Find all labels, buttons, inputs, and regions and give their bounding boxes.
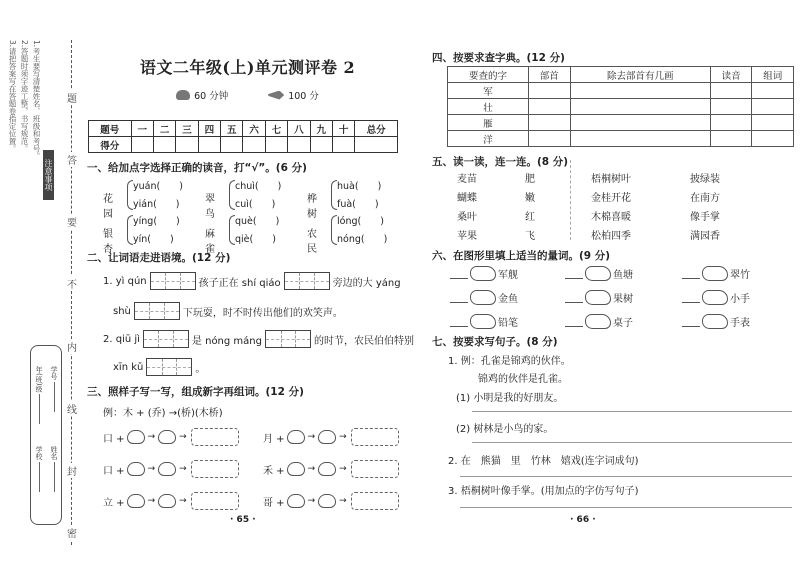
arrow-icon: → <box>179 496 187 506</box>
radical: 立 + <box>103 497 125 509</box>
section-6-title: 六、在图形里填上适当的量词。(9 分) <box>432 250 611 262</box>
section-3-example: 例：木 + (乔) →(桥)(木桥) <box>103 408 223 419</box>
answer-cell[interactable] <box>752 131 794 147</box>
school-field[interactable]: 学校 <box>34 446 44 492</box>
match-item[interactable]: 红 <box>525 212 535 223</box>
score-cell[interactable] <box>265 137 287 153</box>
section-4-title: 四、按要求查字典。(12 分) <box>432 52 565 64</box>
char-input-blob[interactable] <box>318 430 336 444</box>
char-input-blob[interactable] <box>158 462 176 476</box>
arrow-icon: → <box>147 432 156 442</box>
answer-line[interactable] <box>682 317 700 327</box>
measure-word-item <box>682 314 750 329</box>
score-row-label: 得分 <box>89 137 132 153</box>
page-number: · 65 · <box>230 515 256 525</box>
writing-grid[interactable] <box>150 272 196 290</box>
answer-cell[interactable] <box>570 115 710 131</box>
cloud-input[interactable] <box>702 314 728 329</box>
seal-char: 不 <box>67 276 77 291</box>
score-cell[interactable] <box>153 137 175 153</box>
notes-heading: 注意事项 <box>43 150 54 200</box>
measure-word-item <box>682 266 750 281</box>
note-line: 3.请把答案写在答题卷指定位置。 <box>8 40 17 153</box>
pinyin-option[interactable]: fuà( ) <box>337 199 379 210</box>
question-number: 五 <box>221 121 243 137</box>
question-number: 七 <box>265 121 287 137</box>
char-input-blob[interactable] <box>158 494 176 508</box>
score-cell[interactable] <box>131 137 153 153</box>
char-combo-item <box>103 492 239 510</box>
section-7-title: 七、按要求写句子。(8 分) <box>432 336 558 348</box>
answer-line[interactable] <box>450 317 468 327</box>
arrow-icon: → <box>307 464 316 474</box>
page-number: · 66 · <box>570 515 596 525</box>
seal-char: 密 <box>67 525 77 540</box>
question-number: 六 <box>243 121 265 137</box>
word-input-box[interactable] <box>191 492 239 510</box>
match-item[interactable]: 麦苗 <box>457 174 477 185</box>
pinyin-option[interactable]: qiè( ) <box>235 234 276 245</box>
context-line-4: xīn kǔ 。 <box>113 358 205 376</box>
pinyin-option[interactable]: què( ) <box>235 216 280 227</box>
match-item[interactable]: 木棉喜暖 <box>591 212 631 223</box>
question-number: 八 <box>288 121 310 137</box>
arrow-icon: → <box>147 496 156 506</box>
word-input-box[interactable] <box>351 428 399 446</box>
match-item[interactable]: 苹果 <box>457 231 477 242</box>
char-input-blob[interactable] <box>287 430 305 444</box>
pinyin-word: 桦树 <box>307 194 317 220</box>
sentence-example-answer: 锦鸡的伙伴是孔雀。 <box>478 374 568 385</box>
note-line: 2.答题时须字迹工整，书写规范。 <box>20 40 29 153</box>
char-combo-item <box>263 460 399 478</box>
radical: 禾 + <box>263 465 285 477</box>
question-number: 九 <box>310 121 332 137</box>
match-item[interactable]: 嫩 <box>525 193 535 204</box>
answer-cell[interactable] <box>752 99 794 115</box>
sentence-q4: 3. 梧桐树叶像手掌。(用加点的字仿写句子) <box>448 486 639 497</box>
noun-label: 小手 <box>730 294 750 305</box>
noun-label: 果树 <box>613 294 633 305</box>
lookup-char: 洋 <box>448 131 529 147</box>
pinyin-option[interactable]: lóng( ) <box>337 216 384 227</box>
section-3-title: 三、照样子写一写，组成新字再组词。(12 分) <box>87 386 304 398</box>
noun-label: 桌子 <box>613 318 633 329</box>
cloud-input[interactable] <box>585 266 611 281</box>
char-input-blob[interactable] <box>127 430 145 444</box>
pinyin-option[interactable]: yín( ) <box>133 234 174 245</box>
student-info-box <box>30 345 62 525</box>
answer-line[interactable] <box>565 317 583 327</box>
cloud-input[interactable] <box>470 290 496 305</box>
cloud-input[interactable] <box>470 266 496 281</box>
note-line: 1.考生要写清楚姓名、班级和考号。 <box>32 40 41 160</box>
dictionary-table <box>447 66 794 147</box>
pinyin-word: 麻雀 <box>205 229 215 255</box>
answer-line[interactable] <box>472 411 792 412</box>
question-number: 三 <box>176 121 198 137</box>
column-divider <box>570 160 571 240</box>
measure-word-item <box>450 266 518 281</box>
measure-word-item <box>450 314 518 329</box>
arrow-icon: → <box>339 464 347 474</box>
score-cell[interactable] <box>221 137 243 153</box>
radical: 口 + <box>103 433 125 445</box>
radical: 月 + <box>263 433 285 445</box>
answer-line[interactable] <box>682 269 700 279</box>
class-field[interactable]: 年(班)级 <box>34 366 44 424</box>
char-combo-item <box>263 492 399 510</box>
cloud-input[interactable] <box>585 290 611 305</box>
arrow-icon: → <box>179 432 187 442</box>
arrow-icon: → <box>147 464 156 474</box>
pinyin-option[interactable]: chuì( ) <box>235 181 282 192</box>
arrow-icon: → <box>307 432 316 442</box>
score-table <box>88 120 398 153</box>
match-item[interactable]: 飞 <box>525 231 535 242</box>
answer-line[interactable] <box>450 269 468 279</box>
answer-line[interactable] <box>460 507 792 508</box>
measure-word-item <box>450 290 518 305</box>
cloud-input[interactable] <box>470 314 496 329</box>
seal-char: 封 <box>67 463 77 478</box>
char-input-blob[interactable] <box>318 462 336 476</box>
char-input-blob[interactable] <box>158 430 176 444</box>
question-number: 一 <box>131 121 153 137</box>
char-input-blob[interactable] <box>127 462 145 476</box>
noun-label: 军舰 <box>498 270 518 281</box>
arrow-icon: → <box>339 432 347 442</box>
match-item[interactable]: 桑叶 <box>457 212 477 223</box>
pinyin-option[interactable]: yíng( ) <box>133 216 180 227</box>
noun-label: 翠竹 <box>730 270 750 281</box>
answer-cell[interactable] <box>752 115 794 131</box>
pen-icon <box>268 91 284 100</box>
pinyin-word: 花园 <box>103 194 113 220</box>
seal-line-text <box>65 90 79 540</box>
noun-label: 金鱼 <box>498 294 518 305</box>
table-row <box>448 115 794 131</box>
writing-grid[interactable] <box>134 302 180 320</box>
answer-line[interactable] <box>565 293 583 303</box>
answer-cell[interactable] <box>529 131 571 147</box>
pinyin-word: 银杏 <box>103 229 113 255</box>
answer-cell[interactable] <box>529 99 571 115</box>
dict-header: 组词 <box>752 67 794 83</box>
lookup-char: 雁 <box>448 115 529 131</box>
sentence-q2: (2) 树林是小鸟的家。 <box>456 424 554 435</box>
student-id-field[interactable]: 学号 <box>49 366 59 412</box>
table-row <box>448 131 794 147</box>
exam-notes <box>4 40 54 210</box>
question-number: 四 <box>198 121 220 137</box>
clock-icon <box>176 90 190 100</box>
dict-header: 除去部首有几画 <box>570 67 710 83</box>
table-row <box>448 99 794 115</box>
binding-strip <box>0 0 80 588</box>
score-cell[interactable] <box>355 137 398 153</box>
match-item[interactable]: 梧桐树叶 <box>591 174 631 185</box>
answer-line[interactable] <box>472 442 792 443</box>
pinyin-word: 农民 <box>307 229 317 255</box>
pinyin-option[interactable]: huà( ) <box>337 181 382 192</box>
answer-cell[interactable] <box>529 83 571 99</box>
match-column-2 <box>525 170 535 246</box>
question-number: 十 <box>332 121 354 137</box>
arrow-icon: → <box>339 496 347 506</box>
exam-meta <box>85 88 410 102</box>
match-item[interactable]: 披绿装 <box>690 174 720 185</box>
answer-line[interactable] <box>682 293 700 303</box>
answer-cell[interactable] <box>570 131 710 147</box>
match-column-3 <box>591 170 631 246</box>
noun-label: 铅笔 <box>498 318 518 329</box>
seal-char: 题 <box>67 90 77 105</box>
time-limit: 60 分钟 <box>194 91 229 102</box>
writing-grid[interactable] <box>284 272 330 290</box>
pinyin-option[interactable]: cuì( ) <box>235 199 276 210</box>
sentence-example: 1. 例：孔雀是锦鸡的伙伴。 <box>448 356 571 367</box>
question-number: 总分 <box>355 121 398 137</box>
char-input-blob[interactable] <box>318 494 336 508</box>
dict-header: 要查的字 <box>448 67 529 83</box>
pinyin-option[interactable]: yián( ) <box>133 199 180 210</box>
seal-char: 内 <box>67 339 77 354</box>
section-5-title: 五、读一读，连一连。(8 分) <box>432 156 569 168</box>
measure-word-item <box>565 266 633 281</box>
match-item[interactable]: 在南方 <box>690 193 720 204</box>
match-item[interactable]: 松柏四季 <box>591 231 631 242</box>
right-page <box>420 0 800 588</box>
left-page <box>85 0 414 588</box>
section-1-title: 一、给加点字选择正确的读音，打“√”。(6 分) <box>87 162 307 174</box>
measure-word-item <box>565 314 633 329</box>
char-input-blob[interactable] <box>287 462 305 476</box>
radical: 口 + <box>103 465 125 477</box>
sentence-q1: (1) 小明是我的好朋友。 <box>456 393 564 404</box>
match-column-4 <box>690 170 720 246</box>
match-item[interactable]: 肥 <box>525 174 535 185</box>
score-cell[interactable] <box>243 137 265 153</box>
total-score: 100 分 <box>288 91 319 102</box>
char-combo-item <box>263 428 399 446</box>
answer-cell[interactable] <box>710 99 752 115</box>
word-input-box[interactable] <box>191 460 239 478</box>
seal-char: 线 <box>67 401 77 416</box>
seal-char: 要 <box>67 214 77 229</box>
measure-word-item <box>565 290 633 305</box>
seal-char: 答 <box>67 152 77 167</box>
score-cell[interactable] <box>198 137 220 153</box>
match-item[interactable]: 金桂开花 <box>591 193 631 204</box>
dict-header: 读音 <box>710 67 752 83</box>
dict-header: 部首 <box>529 67 571 83</box>
question-number: 二 <box>153 121 175 137</box>
section-2-title: 二、让词语走进语境。(12 分) <box>87 252 231 264</box>
lookup-char: 壮 <box>448 99 529 115</box>
score-cell[interactable] <box>176 137 198 153</box>
lookup-char: 军 <box>448 83 529 99</box>
word-input-box[interactable] <box>351 460 399 478</box>
match-item[interactable]: 像手掌 <box>690 212 720 223</box>
pinyin-word: 翠鸟 <box>205 194 215 220</box>
context-line-2: shù 下玩耍，时不时传出他们的欢笑声。 <box>113 302 343 320</box>
char-combo-item <box>103 428 239 446</box>
noun-label: 手表 <box>730 318 750 329</box>
writing-grid[interactable] <box>146 358 192 376</box>
name-field[interactable]: 姓名 <box>49 446 59 492</box>
char-input-blob[interactable] <box>127 494 145 508</box>
table-row <box>448 83 794 99</box>
answer-cell[interactable] <box>710 115 752 131</box>
measure-word-item <box>682 290 750 305</box>
arrow-icon: → <box>179 464 187 474</box>
page-title: 语文二年级(上)单元测评卷 2 <box>139 58 356 77</box>
noun-label: 鱼塘 <box>613 270 633 281</box>
match-item[interactable]: 满园香 <box>690 231 720 242</box>
cloud-input[interactable] <box>702 266 728 281</box>
match-column-1 <box>457 170 477 246</box>
radical: 哥 + <box>263 497 285 509</box>
pinyin-option[interactable]: nóng( ) <box>337 234 388 245</box>
cloud-input[interactable] <box>585 314 611 329</box>
char-input-blob[interactable] <box>287 494 305 508</box>
word-input-box[interactable] <box>191 428 239 446</box>
score-cell[interactable] <box>310 137 332 153</box>
match-item[interactable]: 蝴蝶 <box>457 193 477 204</box>
answer-line[interactable] <box>450 293 468 303</box>
answer-line[interactable] <box>565 269 583 279</box>
cloud-input[interactable] <box>702 290 728 305</box>
context-line-3: 2. qiū jì 是 nóng máng 的时节，农民伯伯特别 <box>103 330 414 348</box>
answer-cell[interactable] <box>710 83 752 99</box>
arrow-icon: → <box>307 496 316 506</box>
writing-grid[interactable] <box>143 330 189 348</box>
score-table-header: 题号 <box>89 121 132 137</box>
answer-cell[interactable] <box>710 131 752 147</box>
char-combo-item <box>103 460 239 478</box>
score-cell[interactable] <box>332 137 354 153</box>
sentence-q3: 2. 在 熊猫 里 竹林 嬉戏(连字词成句) <box>448 456 639 467</box>
pinyin-option[interactable]: yuán( ) <box>133 181 183 192</box>
word-input-box[interactable] <box>351 492 399 510</box>
writing-grid[interactable] <box>265 330 311 348</box>
answer-cell[interactable] <box>570 99 710 115</box>
answer-cell[interactable] <box>752 83 794 99</box>
context-line-1: 1. yì qún 孩子正在 shí qiáo 旁边的大 yáng <box>103 272 401 290</box>
score-cell[interactable] <box>288 137 310 153</box>
answer-cell[interactable] <box>529 115 571 131</box>
answer-cell[interactable] <box>570 83 710 99</box>
answer-line[interactable] <box>460 476 792 477</box>
